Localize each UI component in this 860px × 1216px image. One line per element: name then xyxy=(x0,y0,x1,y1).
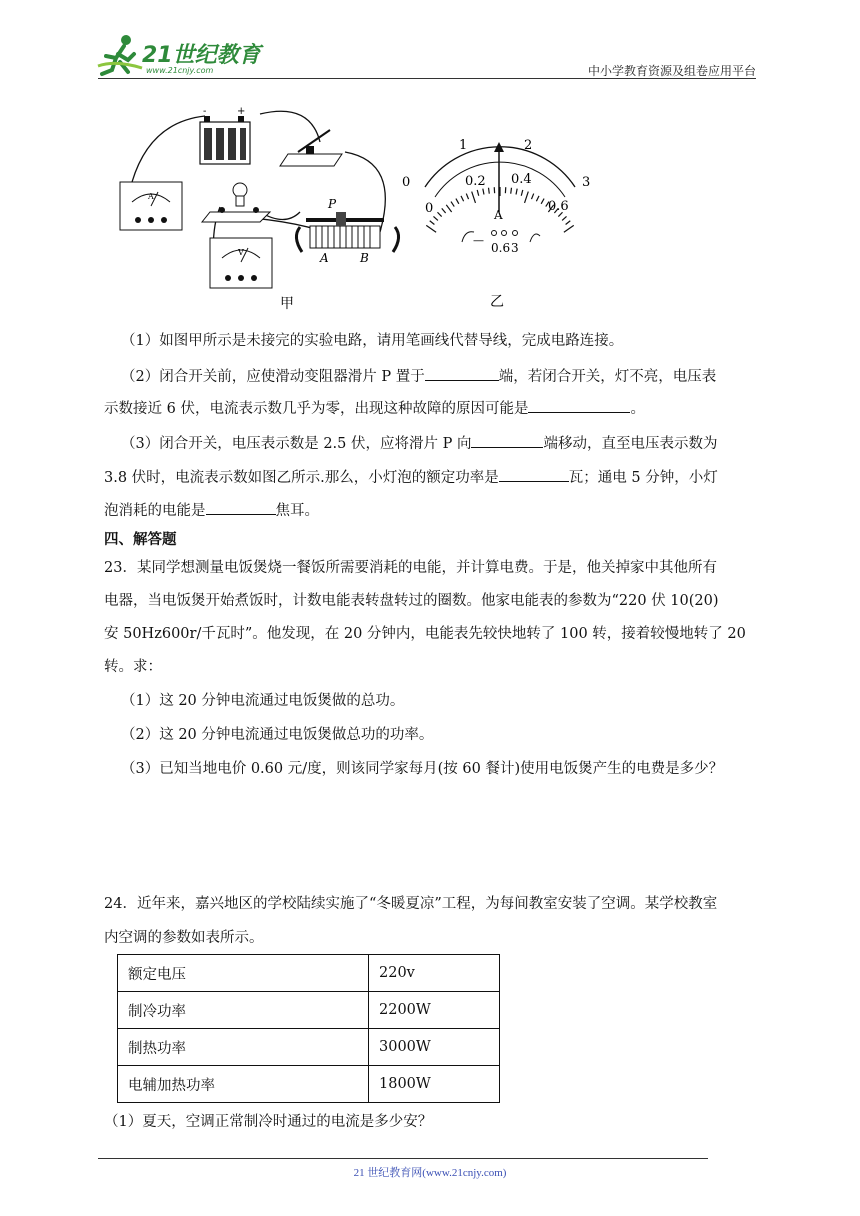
rheostat-a-label: A xyxy=(320,251,329,265)
rheostat-icon xyxy=(296,212,398,252)
dial-inner-0: 0 xyxy=(425,201,434,216)
dial-tick xyxy=(536,196,539,201)
footer-link[interactable]: 21 世纪教育网(www.21cnjy.com) xyxy=(353,1167,507,1179)
footer-divider xyxy=(98,1158,708,1159)
dial-tick xyxy=(461,196,464,201)
switch-icon xyxy=(280,130,342,166)
q22-part3-text-a: （3）闭合开关，电压表示数是 2.5 伏，应将滑片 P 向 xyxy=(121,436,472,452)
dial-tick xyxy=(541,199,544,204)
figure-label-yi: 乙 xyxy=(490,294,504,310)
section-title: 四、解答题 xyxy=(104,532,177,548)
q22-blank-energy[interactable] xyxy=(206,500,276,515)
dial-tick xyxy=(472,192,476,203)
table-cell-label: 制冷功率 xyxy=(118,992,369,1029)
logo xyxy=(96,32,266,80)
rheostat-p-label: P xyxy=(328,197,337,211)
dial-unit: A xyxy=(494,208,503,222)
q22-blank-slider-end[interactable] xyxy=(425,366,499,381)
ammeter-dial-icon xyxy=(425,142,575,242)
dial-tick xyxy=(516,189,517,195)
dial-tick xyxy=(562,216,566,220)
lamp-icon xyxy=(202,183,270,222)
dial-outer-2: 2 xyxy=(524,138,533,153)
dial-inner-1: 0.2 xyxy=(465,174,486,189)
battery-plus-label: + xyxy=(237,106,246,117)
ammeter-device-icon xyxy=(120,182,182,230)
header-divider xyxy=(98,78,756,79)
dial-tick xyxy=(489,188,490,194)
dial-tick xyxy=(521,190,523,196)
q24-sub1: （1）夏天，空调正常制冷时通过的电流是多少安？ xyxy=(104,1114,433,1130)
dial-tick xyxy=(456,199,459,204)
circuit-figure xyxy=(110,102,610,312)
q24-line2: 内空调的参数如表所示。 xyxy=(104,930,264,946)
dial-tick xyxy=(531,194,533,200)
q22-part1: （1）如图甲所示是未接完的实验电路，请用笔画线代替导线，完成电路连接。 xyxy=(121,333,624,349)
dial-terminal-06: 0.6 xyxy=(491,241,511,255)
dial-tick xyxy=(566,221,571,225)
table-row xyxy=(118,1066,500,1103)
logo-url: www.21cnjy.com xyxy=(146,66,214,75)
q22-part2-line1 xyxy=(121,366,716,387)
voltmeter-device-icon xyxy=(210,238,272,288)
dial-tick xyxy=(511,188,512,194)
dial-tick xyxy=(451,202,454,207)
table-cell-label: 电辅加热功率 xyxy=(118,1066,369,1103)
figure-label-jia: 甲 xyxy=(280,296,294,312)
q22-part2-text-b: 端，若闭合开关，灯不亮，电压表 xyxy=(498,369,717,385)
table-cell-value: 2200W xyxy=(369,992,500,1029)
dial-outer-3: 3 xyxy=(582,175,591,190)
dial-terminal-3: 3 xyxy=(511,241,519,255)
table-cell-label: 额定电压 xyxy=(118,955,369,992)
dial-tick xyxy=(426,225,436,232)
rheostat-b-label: B xyxy=(360,251,369,265)
q22-part3-text-d: 瓦；通电 5 分钟，小灯 xyxy=(568,470,718,486)
q22-part3-text-b: 端移动，直至电压表示数为 xyxy=(543,436,718,452)
voltmeter-label: V xyxy=(238,248,244,257)
ac-params-table xyxy=(117,954,500,1103)
dial-tick xyxy=(466,194,468,200)
dial-outer-0: 0 xyxy=(402,175,411,190)
q23-line1: 23．某同学想测量电饭煲烧一餐饭所需要消耗的电能，并计算电费。于是，他关掉家中其他所有 xyxy=(104,560,717,576)
q23-sub3: （3）已知当地电价 0.60 元/度，则该同学家每月(按 60 餐计)使用电饭煲产生的电费是多少？ xyxy=(121,761,724,777)
dial-outer-1: 1 xyxy=(459,138,468,153)
q22-part2-text-c: 示数接近 6 伏，电流表示数几乎为零，出现这种故障的原因可能是 xyxy=(104,401,529,417)
runner-logo-icon xyxy=(96,32,148,78)
q23-line4: 转。求： xyxy=(104,659,162,675)
battery-icon xyxy=(200,116,250,164)
q23-line2: 电器，当电饭煲开始煮饭时，计数电能表转盘转过的圈数。他家电能表的参数为“220 伏 10(20) xyxy=(104,593,719,609)
dial-tick xyxy=(430,221,435,225)
q22-blank-fault-reason[interactable] xyxy=(528,398,630,413)
dial-tick xyxy=(446,205,451,212)
q22-part3-text-e: 泡消耗的电能是 xyxy=(104,503,206,519)
q22-part3-text-c: 3.8 伏时，电流表示数如图乙所示.那么，小灯泡的额定功率是 xyxy=(104,470,499,486)
table-cell-value: 3000W xyxy=(369,1029,500,1066)
q23-sub2: （2）这 20 分钟电流通过电饭煲做总功的功率。 xyxy=(121,727,434,743)
battery-minus-label: - xyxy=(203,106,207,117)
q22-part3-line2 xyxy=(104,467,718,488)
logo-text: 21世纪教育 xyxy=(142,43,261,68)
dial-tick xyxy=(433,216,437,220)
table-cell-value: 1800W xyxy=(369,1066,500,1103)
q24-line1: 24．近年来，嘉兴地区的学校陆续实施了“冬暖夏凉”工程，为每间教室安装了空调。某学校教室 xyxy=(104,896,718,912)
dial-tick xyxy=(525,192,529,203)
dial-inner-2: 0.4 xyxy=(511,172,532,187)
dial-minus-terminal: — xyxy=(473,234,484,247)
header-platform-text: 中小学教育资源及组卷应用平台 xyxy=(587,64,756,78)
table-cell-value: 220v xyxy=(369,955,500,992)
ammeter-label: A xyxy=(148,192,154,201)
q22-blank-move-direction[interactable] xyxy=(471,433,543,448)
dial-tick xyxy=(437,212,441,216)
q22-part3-line3 xyxy=(104,500,319,521)
q22-part2-text-a: （2）闭合开关前，应使滑动变阻器滑片 P 置于 xyxy=(121,369,425,385)
q23-sub1: （1）这 20 分钟电流通过电饭煲做的总功。 xyxy=(121,693,405,709)
table-row xyxy=(118,992,500,1029)
table-row xyxy=(118,1029,500,1066)
q23-line3: 安 50Hz600r/千瓦时”。他发现，在 20 分钟内，电能表先较快地转了 100 转，接着较慢地转了 20 xyxy=(104,626,746,642)
table-row xyxy=(118,955,500,992)
dial-inner-3: 0.6 xyxy=(548,199,569,214)
q22-part3-text-f: 焦耳。 xyxy=(275,503,319,519)
q22-part2-line2 xyxy=(104,398,645,419)
dial-tick xyxy=(564,225,574,232)
q22-part2-text-d: 。 xyxy=(630,401,645,417)
q22-part3-line1 xyxy=(121,433,717,454)
dial-tick xyxy=(483,189,484,195)
table-cell-label: 制热功率 xyxy=(118,1029,369,1066)
q22-blank-rated-power[interactable] xyxy=(499,467,569,482)
dial-tick xyxy=(442,208,446,213)
dial-tick xyxy=(477,190,479,196)
